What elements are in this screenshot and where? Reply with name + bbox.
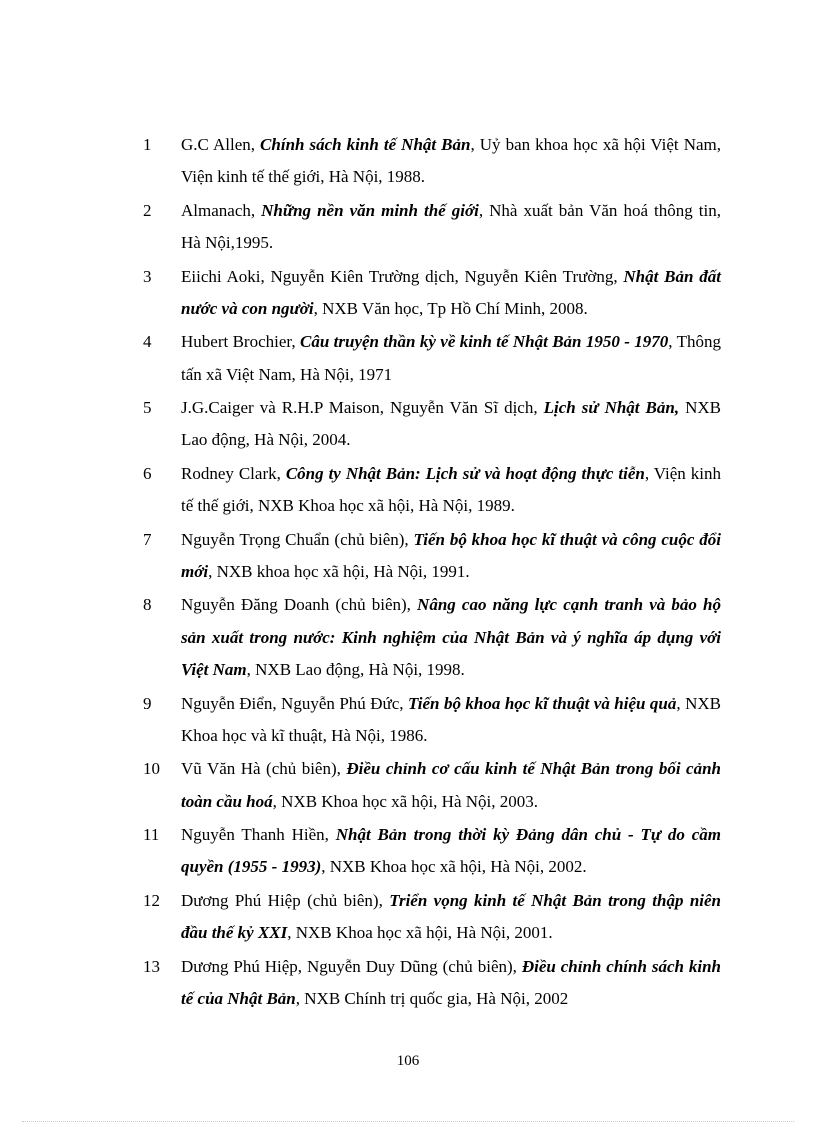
- reference-publisher: , NXB khoa học xã hội, Hà Nội, 1991.: [208, 561, 470, 581]
- reference-number: 4: [143, 332, 152, 352]
- reference-text: [181, 819, 721, 884]
- reference-publisher: , Uỷ ban khoa học xã hội Việt Nam, Viện kinh tế thế giới, Hà Nội, 1988.: [181, 135, 721, 187]
- reference-publisher: , Viện kinh tế thế giới, NXB Khoa học xã hội, Hà Nội, 1989.: [181, 463, 721, 516]
- reference-publisher: , NXB Khoa học và kĩ thuật, Hà Nội, 1986.: [181, 693, 721, 745]
- reference-publisher: , Thông tấn xã Việt Nam, Hà Nội, 1971: [181, 332, 721, 384]
- reference-item-12: [0, 885, 816, 950]
- reference-title: Nâng cao năng lực cạnh tranh và bảo hộ sản xuất trong nước: Kinh nghiệm của Nhật Bản và ý nghĩa áp dụng với Việt Nam: [181, 595, 721, 680]
- reference-number: 2: [143, 200, 152, 220]
- reference-authors: J.G.Caiger và R.H.P Maison, Nguyễn Văn Sĩ dịch,: [181, 398, 544, 418]
- reference-text: [181, 392, 721, 457]
- reference-item-2: [0, 195, 816, 260]
- reference-title: Điều chỉnh chính sách kinh tế của Nhật Bản: [181, 956, 722, 1008]
- reference-title: Những nền văn minh thế giới: [261, 200, 479, 220]
- reference-number: 6: [143, 463, 152, 483]
- reference-item-10: [0, 753, 816, 818]
- reference-publisher: NXB Lao động, Hà Nội, 2004.: [181, 398, 722, 450]
- reference-title: Nhật Bản trong thời kỳ Đảng dân chủ - Tự do cầm quyền (1955 - 1993): [181, 825, 722, 877]
- reference-number: 3: [143, 266, 152, 286]
- reference-authors: Nguyễn Trọng Chuẩn (chủ biên),: [181, 529, 414, 549]
- reference-text: [181, 458, 721, 523]
- reference-item-7: [0, 524, 816, 589]
- reference-text: [181, 326, 721, 391]
- reference-number: 1: [143, 135, 152, 154]
- reference-publisher: , NXB Khoa học xã hội, Hà Nội, 2003.: [272, 791, 538, 811]
- reference-text: [181, 129, 721, 194]
- reference-title: Tiến bộ khoa học kĩ thuật và công cuộc đổi mới: [181, 529, 721, 581]
- reference-number: 7: [143, 529, 152, 549]
- reference-publisher: , NXB Lao động, Hà Nội, 1998.: [246, 660, 465, 680]
- reference-number: 8: [143, 595, 152, 615]
- reference-number: 9: [143, 693, 152, 713]
- reference-title: Triển vọng kinh tế Nhật Bản trong thập niên đầu thế kỷ XXI: [181, 890, 722, 943]
- reference-publisher: , NXB Khoa học xã hội, Hà Nội, 2001.: [287, 923, 553, 943]
- reference-publisher: , NXB Khoa học xã hội, Hà Nội, 2002.: [321, 857, 587, 877]
- reference-text: [181, 885, 721, 950]
- reference-item-1: [0, 129, 816, 194]
- reference-text: [181, 753, 721, 818]
- reference-item-8: [0, 589, 816, 686]
- reference-authors: Rodney Clark,: [181, 463, 286, 483]
- reference-item-13: [0, 951, 816, 1016]
- reference-list: [0, 129, 816, 1016]
- reference-authors: Eiichi Aoki, Nguyễn Kiên Trường dịch, Nguyễn Kiên Trường,: [181, 266, 624, 286]
- reference-number: 13: [143, 956, 160, 976]
- reference-text: [181, 688, 721, 753]
- reference-title: Nhật Bản đất nước và con người: [181, 266, 721, 318]
- reference-authors: Nguyễn Thanh Hiền,: [181, 825, 336, 845]
- reference-item-3: [0, 261, 816, 326]
- reference-number: 11: [143, 825, 160, 845]
- page-bottom-divider: [22, 1121, 794, 1122]
- reference-title: Công ty Nhật Bản: Lịch sử và hoạt động thực tiễn: [285, 463, 645, 483]
- reference-text: [181, 261, 721, 326]
- reference-authors: Dương Phú Hiệp (chủ biên),: [181, 890, 390, 910]
- reference-item-9: [0, 688, 816, 753]
- reference-number: 10: [143, 759, 160, 779]
- reference-authors: Vũ Văn Hà (chủ biên),: [181, 759, 347, 779]
- reference-item-5: [0, 392, 816, 457]
- reference-authors: G.C Allen,: [181, 135, 261, 154]
- reference-title: Câu truyện thần kỳ về kinh tế Nhật Bản 1950 - 1970: [300, 332, 669, 352]
- reference-title: Tiến bộ khoa học kĩ thuật và hiệu quả: [408, 693, 677, 713]
- reference-text: [181, 589, 721, 686]
- reference-title: Chính sách kinh tế Nhật Bản: [260, 135, 471, 154]
- page-number: 106: [396, 1053, 420, 1069]
- reference-authors: Nguyễn Đăng Doanh (chủ biên),: [181, 595, 418, 615]
- reference-publisher: , NXB Văn học, Tp Hồ Chí Minh, 2008.: [313, 298, 588, 318]
- reference-title: Điều chỉnh cơ cấu kinh tế Nhật Bản trong bối cảnh toàn cầu hoá: [181, 759, 721, 811]
- reference-authors: Almanach,: [181, 200, 262, 220]
- reference-authors: Hubert Brochier,: [181, 332, 300, 352]
- reference-authors: Dương Phú Hiệp, Nguyễn Duy Dũng (chủ biên),: [181, 956, 522, 976]
- reference-text: [181, 195, 721, 260]
- reference-item-11: [0, 819, 816, 884]
- reference-title: Lịch sử Nhật Bản,: [543, 398, 680, 418]
- reference-item-4: [0, 326, 816, 391]
- reference-number: 5: [143, 398, 152, 418]
- reference-authors: Nguyễn Điển, Nguyễn Phú Đức,: [181, 693, 408, 713]
- reference-publisher: , Nhà xuất bản Văn hoá thông tin, Hà Nội,1995.: [181, 200, 721, 253]
- reference-publisher: , NXB Chính trị quốc gia, Hà Nội, 2002: [295, 988, 569, 1008]
- reference-text: [181, 524, 721, 589]
- reference-number: 12: [143, 890, 160, 910]
- reference-text: [181, 951, 721, 1016]
- reference-item-6: [0, 458, 816, 523]
